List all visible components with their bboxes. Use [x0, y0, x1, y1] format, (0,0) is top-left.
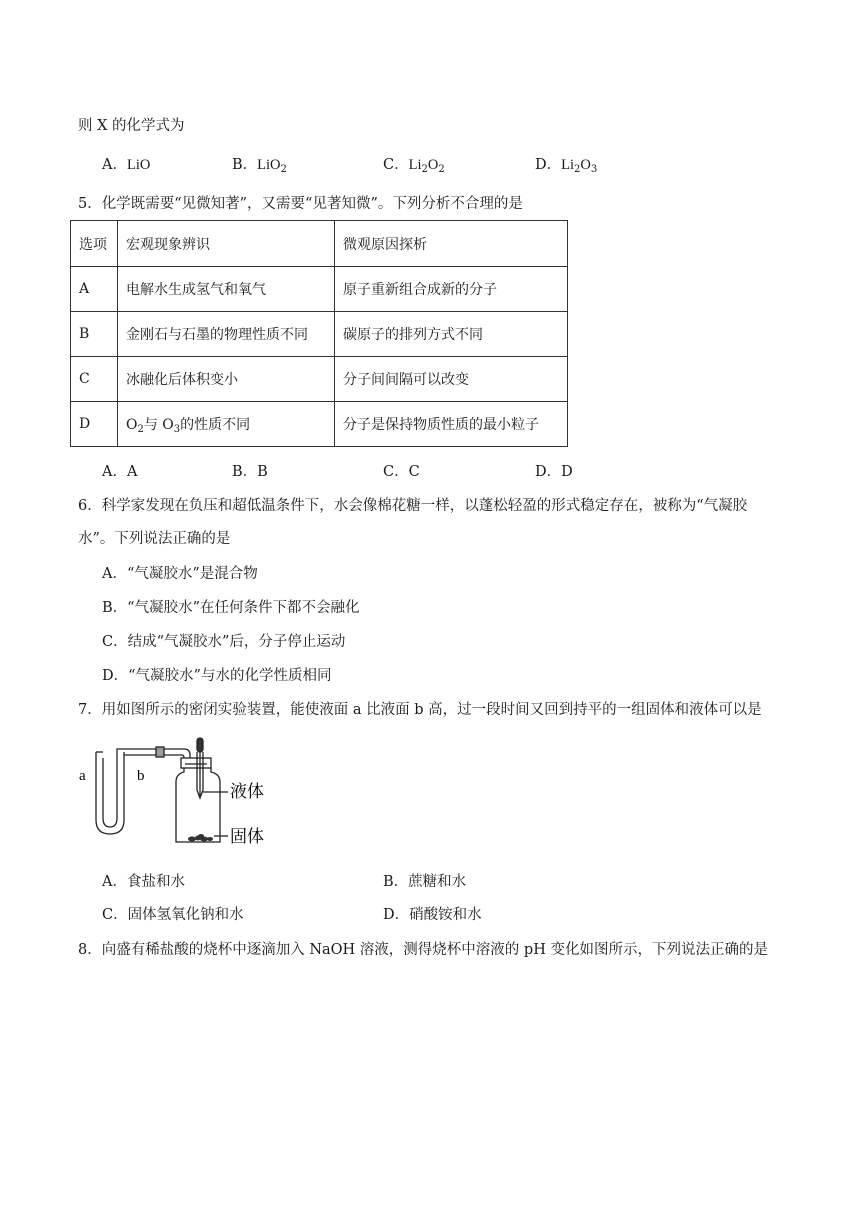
q7-option-d: D．硝酸铵和水 [383, 907, 482, 923]
q5-stem: 5．化学既需要“见微知著”，又需要“见著知微”。下列分析不合理的是 [78, 196, 523, 212]
table-header-cell: 微观原因探析 [335, 221, 568, 267]
q4-option-d: D．$Li_2O_3$ [535, 157, 598, 175]
tube-clamp [156, 747, 164, 757]
connecting-tube [117, 749, 158, 755]
q5-table [70, 220, 568, 447]
q5-option-b: B．B [232, 464, 268, 480]
stopper [181, 758, 211, 768]
q7-option-a: A．食盐和水 [102, 874, 185, 890]
q4-intro: 则 X 的化学式为 [78, 118, 185, 134]
table-row [71, 402, 568, 447]
table-cell-option: D [71, 402, 118, 447]
table-cell-macro: 电解水生成氢气和氧气 [118, 267, 335, 312]
q7-apparatus-figure [70, 730, 285, 855]
table-cell-option: A [71, 267, 118, 312]
table-header-cell: 宏观现象辨识 [118, 221, 335, 267]
table-row [71, 357, 568, 402]
q4-option-c: C．$Li_2O_2$ [383, 157, 445, 175]
label-b: b [137, 768, 145, 784]
q8-stem: 8．向盛有稀盐酸的烧杯中逐滴加入 NaOH 溶液，测得烧杯中溶液的 pH 变化如图所示，下列说法正确的是 [78, 942, 768, 958]
table-header-row [71, 221, 568, 267]
table-header-cell: 选项 [71, 221, 118, 267]
q6-stem-line1: 6．科学家发现在负压和超低温条件下，水会像棉花糖一样，以蓬松轻盈的形式稳定存在，被称为“气凝胶 [78, 498, 748, 514]
bottle [176, 768, 220, 842]
table-cell-micro: 碳原子的排列方式不同 [335, 312, 568, 357]
u-tube-inner [103, 752, 117, 827]
q6-stem-line2: 水”。下列说法正确的是 [78, 531, 231, 547]
q5-option-a: A．A [102, 464, 138, 480]
table-cell-macro: 冰融化后体积变小 [118, 357, 335, 402]
q7-stem: 7．用如图所示的密闭实验装置，能使液面 a 比液面 b 高，过一段时间又回到持平的一组固体和液体可以是 [78, 702, 762, 718]
q6-option-b: B．“气凝胶水”在任何条件下都不会融化 [102, 600, 360, 616]
table-cell-option: C [71, 357, 118, 402]
dropper-bulb [197, 738, 203, 752]
q4-option-a: A．LiO [102, 157, 151, 173]
table-cell-macro: 金刚石与石墨的物理性质不同 [118, 312, 335, 357]
q6-option-d: D．“气凝胶水”与水的化学性质相同 [102, 668, 332, 684]
q4-option-b: B．LiO$_2$ [232, 157, 287, 175]
table-cell-micro: 原子重新组合成新的分子 [335, 267, 568, 312]
solid-pile [188, 834, 213, 842]
q7-option-b: B．蔗糖和水 [383, 874, 467, 890]
q5-option-d: D．D [535, 464, 573, 480]
label-solid: 固体 [230, 827, 264, 847]
table-row [71, 267, 568, 312]
label-a: a [79, 768, 86, 784]
q6-option-a: A．“气凝胶水”是混合物 [102, 566, 258, 582]
table-cell-micro: 分子是保持物质性质的最小粒子 [335, 402, 568, 447]
q7-option-c: C．固体氢氧化钠和水 [102, 907, 244, 923]
q5-option-c: C．C [383, 464, 420, 480]
table-cell-macro: $O_2$与 $O_3$的性质不同 [118, 402, 335, 447]
table-cell-option: B [71, 312, 118, 357]
u-tube-outer [96, 752, 124, 834]
q6-option-c: C．结成“气凝胶水”后，分子停止运动 [102, 634, 346, 650]
table-row [71, 312, 568, 357]
table-cell-micro: 分子间间隔可以改变 [335, 357, 568, 402]
label-liquid: 液体 [230, 782, 264, 802]
